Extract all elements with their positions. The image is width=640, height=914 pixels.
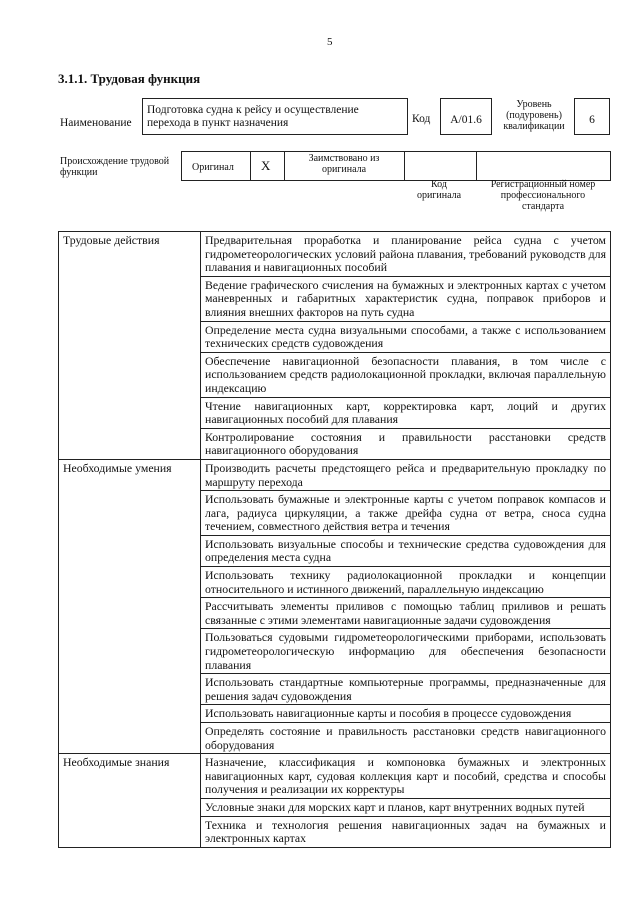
original-label: Оригинал	[192, 162, 234, 173]
page-number: 5	[327, 36, 333, 48]
row-header: Необходимые умения	[59, 459, 201, 753]
function-details-table	[58, 231, 611, 848]
table-cell: Рассчитывать элементы приливов с помощью таблиц приливов и решать связанные с этими элементами навигационные задачи судовождения	[201, 598, 611, 629]
table-cell: Назначение, классификация и компоновка бумажных и электронных навигационных карт, судовая коллекция карт и пособий, средства и способы получения и реализации их корректуры	[201, 754, 611, 799]
table-cell: Использовать стандартные компьютерные программы, предназначенные для решения задач судовождения	[201, 674, 611, 705]
row-header: Трудовые действия	[59, 232, 201, 460]
table-cell: Использовать визуальные способы и технические средства судовождения для определения места судна	[201, 535, 611, 566]
table-cell: Определение места судна визуальными способами, а также с использованием технических средств судовождения	[201, 321, 611, 352]
table-cell: Предварительная проработка и планирование рейса судна с учетом гидрометеорологических условий района плавания, требований руководств для плавания и навигационных пособий	[201, 232, 611, 277]
table-cell: Пользоваться судовыми гидрометеорологическими приборами, использовать гидрометеорологическую информацию для обеспечения безопасности плавания	[201, 629, 611, 674]
table-cell: Ведение графического счисления на бумажных и электронных картах с учетом маневренных и габаритных характеристик судна, поправок приборов и влияния внешних факторов на путь судна	[201, 276, 611, 321]
code-original-label: Код оригинала	[416, 179, 462, 201]
row-header: Необходимые знания	[59, 754, 201, 848]
table-row	[59, 232, 611, 277]
origin-divider-4	[476, 151, 477, 181]
naming-value-box	[142, 98, 408, 135]
code-value-box	[440, 98, 492, 135]
level-value-box	[574, 98, 610, 135]
table-cell: Определять состояние и правильность расстановки средств навигационного оборудования	[201, 723, 611, 754]
naming-value: Подготовка судна к рейсу и осуществление перехода в пункт назначения	[147, 104, 359, 129]
table-cell: Контролирование состояния и правильности расстановки средств навигационного оборудования	[201, 428, 611, 459]
table-cell: Обеспечение навигационной безопасности плавания, в том числе с использованием средств радиолокационной прокладки, включая параллельную индексацию	[201, 352, 611, 397]
code-value: A/01.6	[450, 114, 482, 126]
reg-number-label: Регистрационный номер профессионального стандарта	[490, 179, 596, 212]
naming-label: Наименование	[60, 117, 132, 129]
origin-divider-3	[404, 151, 405, 181]
table-row	[59, 459, 611, 490]
table-row	[59, 754, 611, 799]
origin-divider-2	[284, 151, 285, 181]
table-cell: Условные знаки для морских карт и планов, карт внутренних водных путей	[201, 798, 611, 816]
table-cell: Использовать бумажные и электронные карты с учетом поправок компасов и лага, радиуса циркуляции, а также дрейфа судна от ветра, сноса судна течением, совместного действия ветра и течения	[201, 491, 611, 536]
table-cell: Чтение навигационных карт, корректировка карт, лоций и других навигационных пособий для плавания	[201, 397, 611, 428]
origin-label: Происхождение трудовой функции	[60, 156, 170, 178]
table-cell: Использовать навигационные карты и пособия в процессе судовождения	[201, 705, 611, 723]
table-cell: Техника и технология решения навигационных задач на бумажных и электронных картах	[201, 816, 611, 847]
origin-divider-1	[250, 151, 251, 181]
original-mark: X	[261, 158, 271, 173]
borrowed-label: Заимствовано из оригинала	[308, 153, 380, 175]
table-cell: Производить расчеты предстоящего рейса и предварительную прокладку по маршруту перехода	[201, 459, 611, 490]
level-value: 6	[589, 114, 595, 126]
section-title: 3.1.1. Трудовая функция	[58, 71, 201, 86]
level-label: Уровень (подуровень) квалификации	[503, 99, 565, 132]
table-cell: Использовать технику радиолокационной прокладки и концепции относительного и истинного движений, параллельную индексацию	[201, 567, 611, 598]
code-label: Код	[412, 113, 431, 125]
